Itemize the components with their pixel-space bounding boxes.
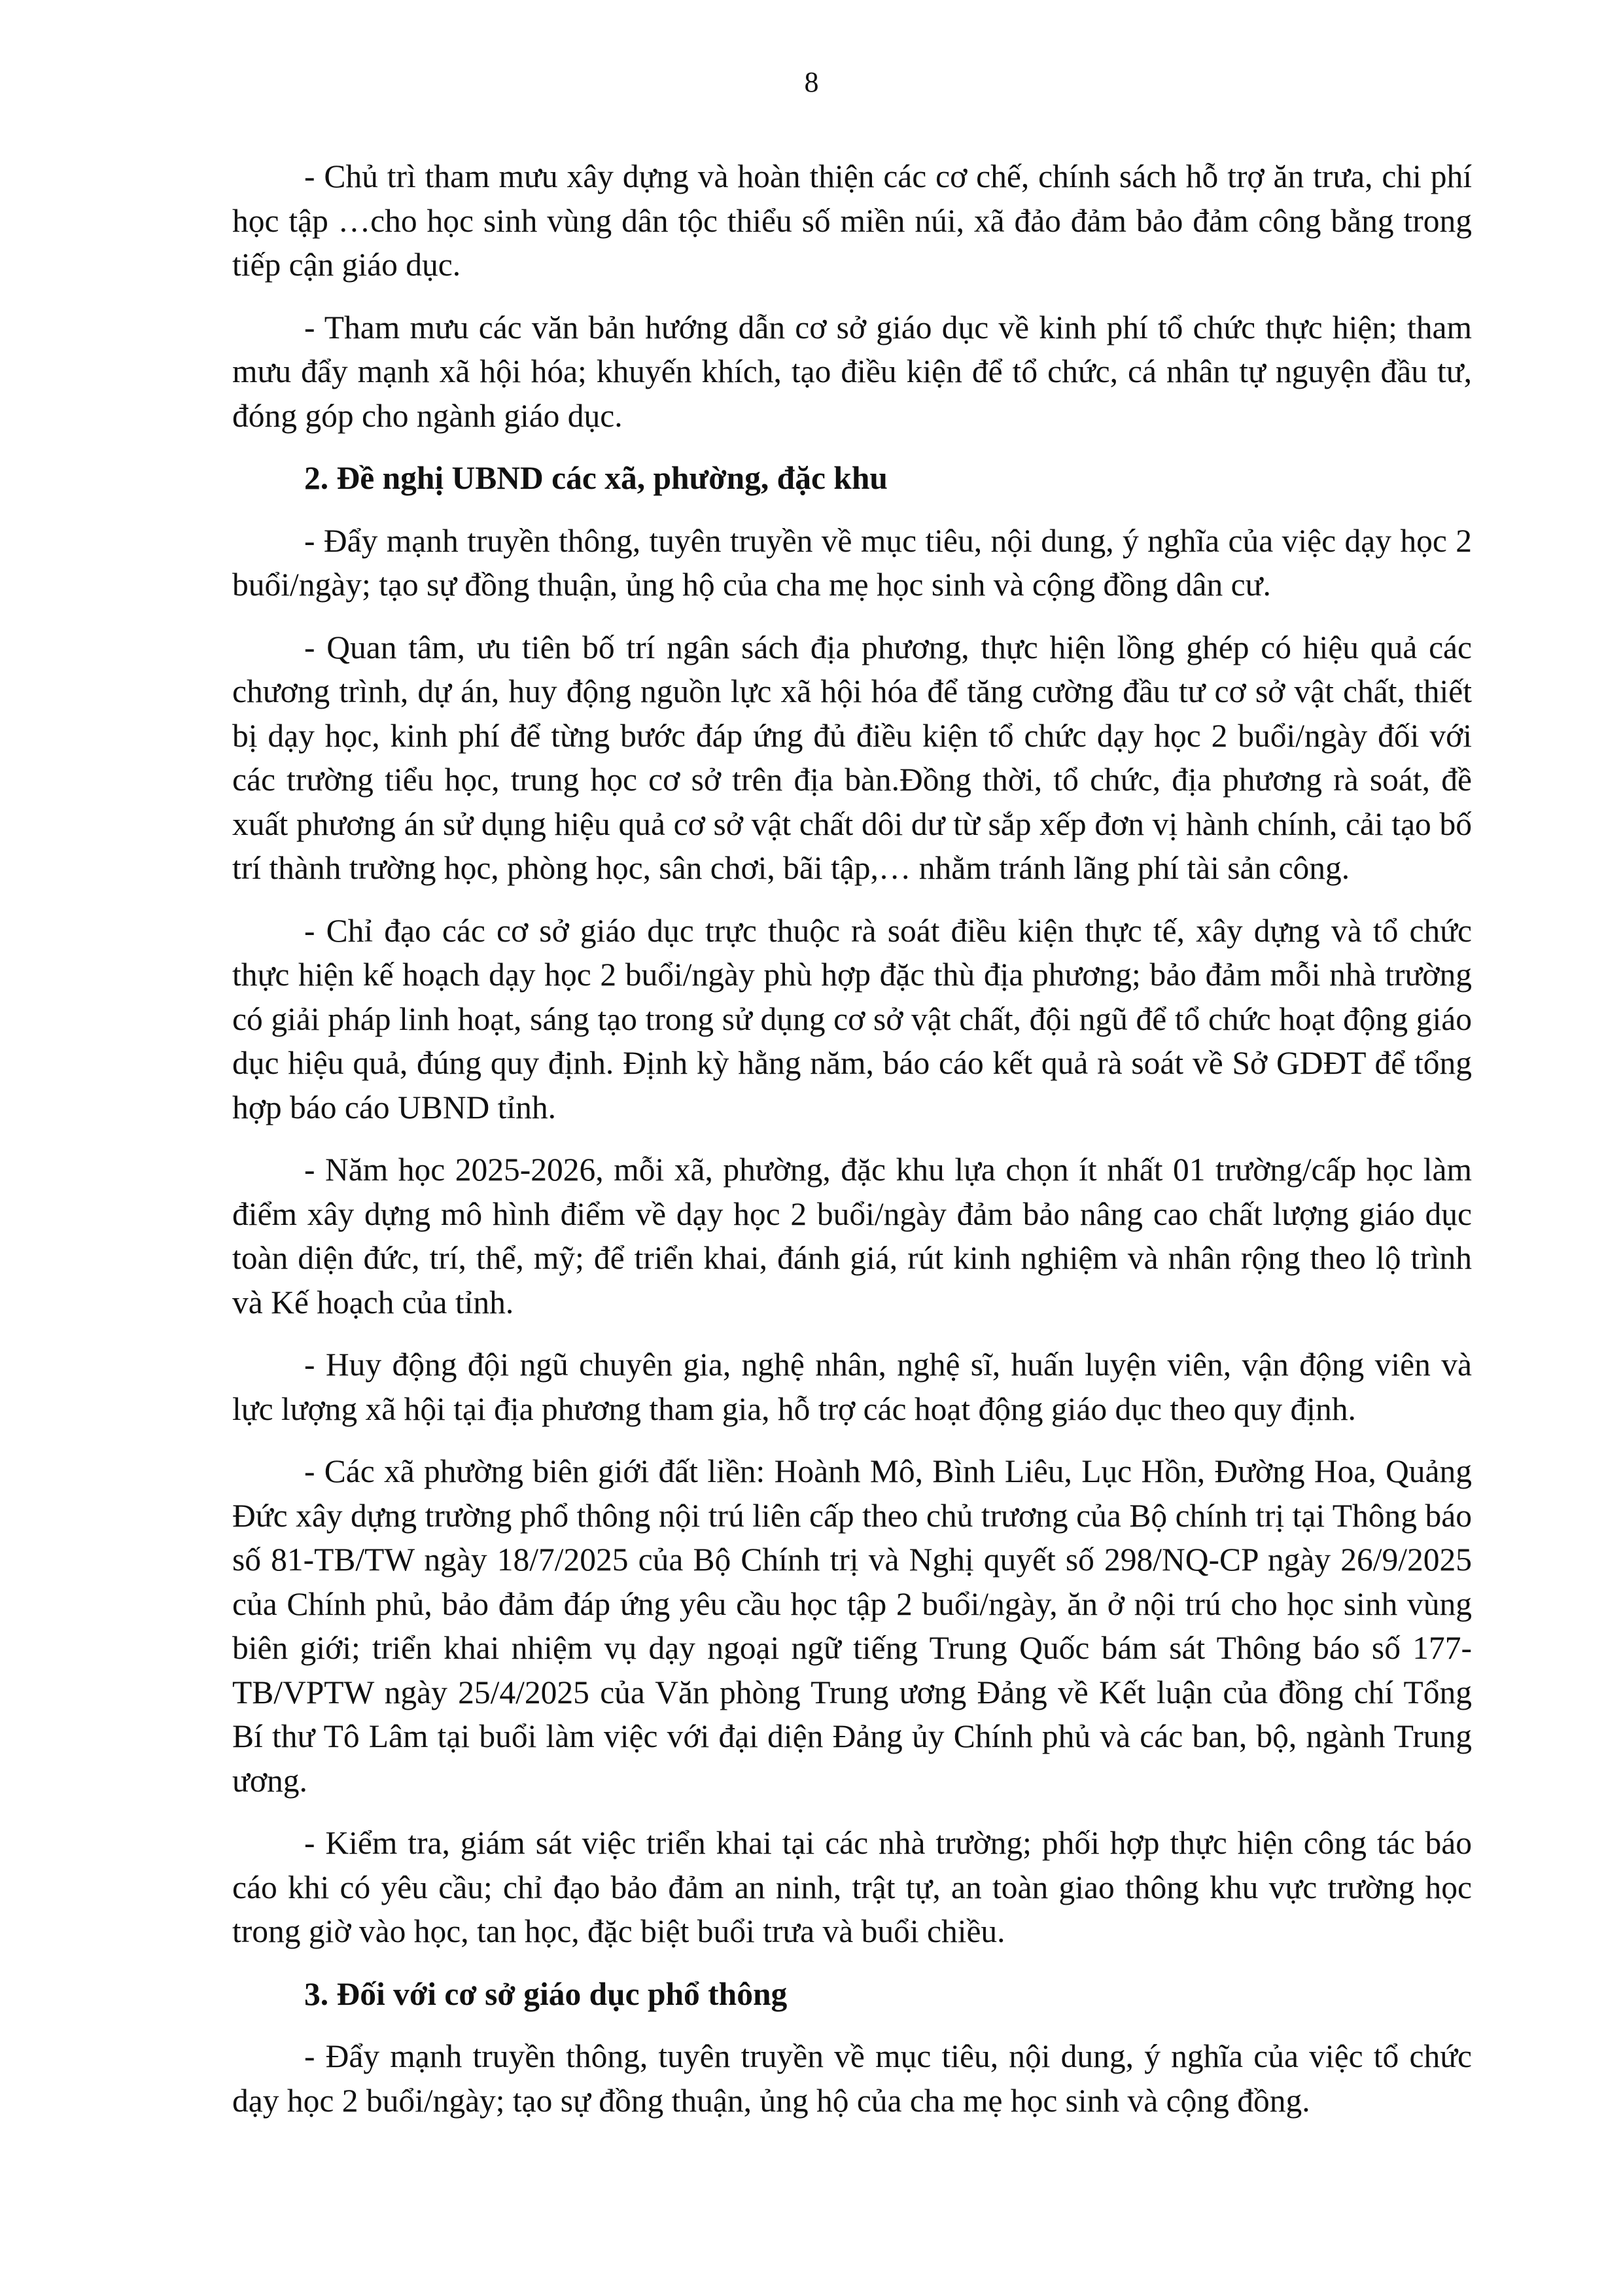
paragraph-communication: - Đẩy mạnh truyền thông, tuyên truyền về mục tiêu, nội dung, ý nghĩa của việc dạy học 2 buổi/ngày; tạo sự đồng thuận, ủng hộ của cha mẹ học sinh và cộng đồng dân cư.: [232, 522, 1472, 603]
paragraph-pilot-school: - Năm học 2025-2026, mỗi xã, phường, đặc khu lựa chọn ít nhất 01 trường/cấp học làm điểm xây dựng mô hình điểm về dạy học 2 buổi/ngày đảm bảo nâng cao chất lượng giáo dục toàn diện đức, trí, thể, mỹ; để triển khai, đánh giá, rút kinh nghiệm và nhân rộng theo lộ trình và Kế hoạch của tỉnh.: [232, 1152, 1472, 1320]
page-content: [232, 154, 1472, 2141]
paragraph-mobilize-experts: - Huy động đội ngũ chuyên gia, nghệ nhân, nghệ sĩ, huấn luyện viên, vận động viên và lực lượng xã hội tại địa phương tham gia, hỗ trợ các hoạt động giáo dục theo quy định.: [232, 1347, 1472, 1427]
paragraph-school-communication: - Đẩy mạnh truyền thông, tuyên truyền về mục tiêu, nội dung, ý nghĩa của việc tổ chức dạy học 2 buổi/ngày; tạo sự đồng thuận, ủng hộ của cha mẹ học sinh và cộng đồng.: [232, 2038, 1472, 2119]
paragraph-budget-priority: - Quan tâm, ưu tiên bố trí ngân sách địa phương, thực hiện lồng ghép có hiệu quả các chương trình, dự án, huy động nguồn lực xã hội hóa để tăng cường đầu tư cơ sở vật chất, thiết bị dạy học, kinh phí để từng bước đáp ứng đủ điều kiện tổ chức dạy học 2 buổi/ngày đối với các trường tiểu học, trung học cơ sở trên địa bàn.Đồng thời, tổ chức, địa phương rà soát, đề xuất phương án sử dụng hiệu quả cơ sở vật chất dôi dư từ sắp xếp đơn vị hành chính, cải tạo bố trí thành trường học, phòng học, sân chơi, bãi tập,… nhằm tránh lãng phí tài sản công.: [232, 629, 1472, 886]
paragraph-border-communes: - Các xã phường biên giới đất liền: Hoành Mô, Bình Liêu, Lục Hồn, Đường Hoa, Quảng Đức xây dựng trường phổ thông nội trú liên cấp theo chủ trương của Bộ chính trị tại Thông báo số 81-TB/TW ngày 18/7/2025 của Bộ Chính trị và Nghị quyết số 298/NQ-CP ngày 26/9/2025 của Chính phủ, bảo đảm đáp ứng yêu cầu học tập 2 buổi/ngày, ăn ở nội trú cho học sinh vùng biên giới; triển khai nhiệm vụ dạy ngoại ngữ tiếng Trung Quốc bám sát Thông báo số 177-TB/VPTW ngày 25/4/2025 của Văn phòng Trung ương Đảng về Kết luận của đồng chí Tổng Bí thư Tô Lâm tại buổi làm việc với đại diện Đảng ủy Chính phủ và các ban, bộ, ngành Trung ương.: [232, 1453, 1472, 1799]
paragraph-funding-guidance: - Tham mưu các văn bản hướng dẫn cơ sở giáo dục về kinh phí tổ chức thực hiện; tham mưu đẩy mạnh xã hội hóa; khuyến khích, tạo điều kiện để tổ chức, cá nhân tự nguyện đầu tư, đóng góp cho ngành giáo dục.: [232, 309, 1472, 434]
section-heading-3: 3. Đối với cơ sở giáo dục phổ thông: [304, 1975, 788, 2012]
page-number: 8: [804, 66, 819, 98]
paragraph-lunch-support: - Chủ trì tham mưu xây dựng và hoàn thiện các cơ chế, chính sách hỗ trợ ăn trưa, chi phí học tập …cho học sinh vùng dân tộc thiểu số miền núi, xã đảo đảm bảo đảm công bằng trong tiếp cận giáo dục.: [232, 158, 1472, 283]
paragraph-direct-schools: - Chỉ đạo các cơ sở giáo dục trực thuộc rà soát điều kiện thực tế, xây dựng và tổ chức thực hiện kế hoạch dạy học 2 buổi/ngày phù hợp đặc thù địa phương; bảo đảm mỗi nhà trường có giải pháp linh hoạt, sáng tạo trong sử dụng cơ sở vật chất, đội ngũ để tổ chức hoạt động giáo dục hiệu quả, đúng quy định. Định kỳ hằng năm, báo cáo kết quả rà soát về Sở GDĐT để tổng hợp báo cáo UBND tỉnh.: [232, 912, 1472, 1125]
section-heading-2: 2. Đề nghị UBND các xã, phường, đặc khu: [304, 460, 888, 496]
paragraph-inspection: - Kiểm tra, giám sát việc triển khai tại các nhà trường; phối hợp thực hiện công tác báo cáo khi có yêu cầu; chỉ đạo bảo đảm an ninh, trật tự, an toàn giao thông khu vực trường học trong giờ vào học, tan học, đặc biệt buổi trưa và buổi chiều.: [232, 1825, 1472, 1949]
